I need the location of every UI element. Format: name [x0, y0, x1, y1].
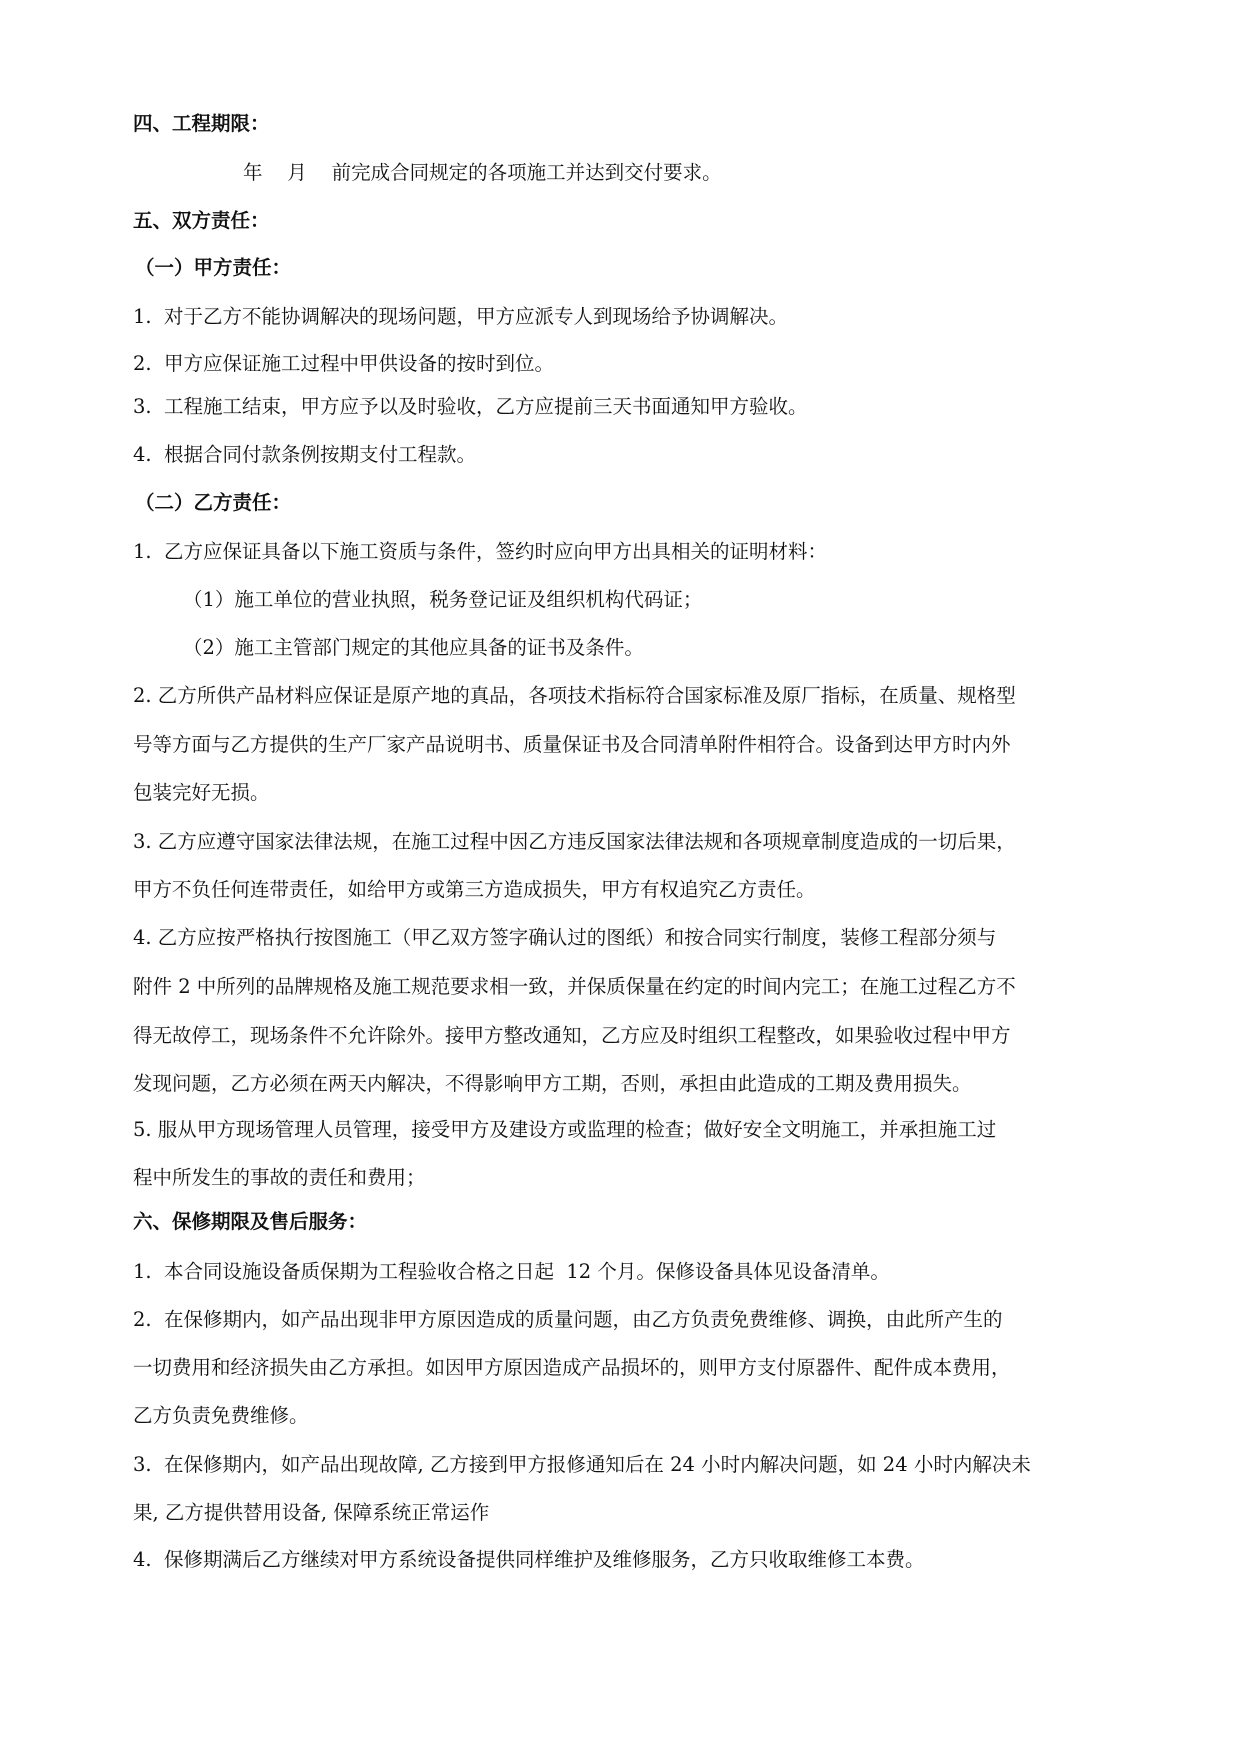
warranty-item-2-line-2: 一切费用和经济损失由乙方承担。如因甲方原因造成产品损坏的，则甲方支付原器件、配件成本费用，	[133, 1356, 1011, 1379]
warranty-item-4: 4. 保修期满后乙方继续对甲方系统设备提供同样维护及维修服务，乙方只收取维修工本费。	[133, 1548, 925, 1571]
party-b-item-4-line-3: 得无故停工，现场条件不允许除外。接甲方整改通知，乙方应及时组织工程整改，如果验收过程中甲方	[133, 1024, 1011, 1047]
section-heading-warranty: 六、保修期限及售后服务：	[133, 1210, 368, 1233]
party-b-item-3-line-1: 3. 乙方应遵守国家法律法规，在施工过程中因乙方违反国家法律法规和各项规章制度造成的一切后果，	[133, 830, 1016, 853]
party-b-item-4-line-4: 发现问题，乙方必须在两天内解决，不得影响甲方工期，否则，承担由此造成的工期及费用损失。	[133, 1072, 972, 1095]
section-heading-responsibilities: 五、双方责任：	[133, 209, 270, 232]
party-b-item-5-line-1: 5. 服从甲方现场管理人员管理，接受甲方及建设方或监理的检查；做好安全文明施工，并承担施工过	[133, 1118, 997, 1141]
party-b-item-3-line-2: 甲方不负任何连带责任，如给甲方或第三方造成损失，甲方有权追究乙方责任。	[133, 878, 816, 901]
party-b-item-1: 1. 乙方应保证具备以下施工资质与条件，签约时应向甲方出具相关的证明材料：	[133, 540, 828, 563]
party-b-item-2-line-1: 2. 乙方所供产品材料应保证是原产地的真品，各项技术指标符合国家标准及原厂指标，在质量、规格型	[133, 684, 1016, 707]
warranty-item-3-line-2: 果, 乙方提供替用设备, 保障系统正常运作	[133, 1501, 490, 1524]
party-a-item-2: 2. 甲方应保证施工过程中甲供设备的按时到位。	[133, 352, 555, 375]
party-b-item-4-line-2: 附件 2 中所列的品牌规格及施工规范要求相一致，并保质保量在约定的时间内完工；在施工过程乙方不	[133, 975, 1016, 998]
party-b-heading: （二）乙方责任：	[135, 491, 292, 514]
party-b-item-1-sub-1: （1）施工单位的营业执照，税务登记证及组织机构代码证；	[183, 588, 703, 611]
section-heading-project-period: 四、工程期限：	[133, 112, 270, 135]
warranty-item-3-line-1: 3. 在保修期内，如产品出现故障, 乙方接到甲方报修通知后在 24 小时内解决问题，如 24 小时内解决未	[133, 1453, 1031, 1476]
party-a-heading: （一）甲方责任：	[135, 256, 292, 279]
party-b-item-4-line-1: 4. 乙方应按严格执行按图施工（甲乙双方签字确认过的图纸）和按合同实行制度，装修工程部分须与	[133, 926, 997, 949]
party-a-item-1: 1. 对于乙方不能协调解决的现场问题，甲方应派专人到现场给予协调解决。	[133, 305, 789, 328]
warranty-item-2-line-1: 2. 在保修期内，如产品出现非甲方原因造成的质量问题，由乙方负责免费维修、调换，由此所产生的	[133, 1308, 1003, 1331]
party-a-item-3: 3. 工程施工结束，甲方应予以及时验收，乙方应提前三天书面通知甲方验收。	[133, 395, 808, 418]
project-period-text: 年 月 前完成合同规定的各项施工并达到交付要求。	[243, 161, 722, 184]
party-a-item-4: 4. 根据合同付款条例按期支付工程款。	[133, 443, 477, 466]
party-b-item-2-line-2: 号等方面与乙方提供的生产厂家产品说明书、质量保证书及合同清单附件相符合。设备到达甲方时内外	[133, 733, 1011, 756]
party-b-item-1-sub-2: （2）施工主管部门规定的其他应具备的证书及条件。	[183, 636, 644, 659]
warranty-item-1: 1. 本合同设施设备质保期为工程验收合格之日起 12 个月。保修设备具体见设备清单。	[133, 1260, 890, 1283]
party-b-item-2-line-3: 包装完好无损。	[133, 781, 270, 804]
warranty-item-2-line-3: 乙方负责免费维修。	[133, 1404, 309, 1427]
party-b-item-5-line-2: 程中所发生的事故的责任和费用；	[133, 1166, 426, 1189]
